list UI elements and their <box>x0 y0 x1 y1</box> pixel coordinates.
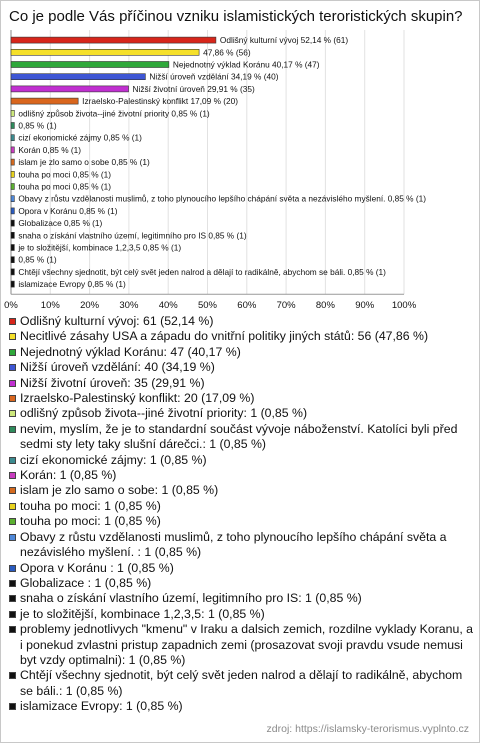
legend-item <box>9 622 475 668</box>
legend-swatch <box>9 518 16 525</box>
legend-label: Necitlivé zásahy USA a západu do vnitřní politiky jiných států: 56 (47,86 %) <box>20 329 429 344</box>
bar <box>11 123 14 129</box>
x-tick-label: 30% <box>119 300 139 311</box>
legend-swatch <box>9 364 16 371</box>
legend-label: snaha o získání vlastního území, legitimního pro IS: 1 (0,85 %) <box>20 591 362 606</box>
bar-label: Nejednotný výklad Koránu 40,17 % (47) <box>172 59 320 70</box>
legend-item <box>9 699 475 714</box>
bar-label: je to složitější, kombinace 1,2,3,5 0,85 % (1) <box>18 242 182 253</box>
legend-item <box>9 561 475 576</box>
bar <box>11 159 14 165</box>
legend-item <box>9 422 475 453</box>
legend-swatch <box>9 410 16 417</box>
legend-label: islam je zlo samo o sobe: 1 (0,85 %) <box>20 483 219 498</box>
legend-label: Nižší úroveň vzdělání: 40 (34,19 %) <box>20 360 215 375</box>
legend-label: Obavy z růstu vzdělanosti muslimů, z toho plynoucího lepšího chápání světa a nezávislého myšlení. : 1 (0,85 %) <box>20 529 447 560</box>
legend-item <box>9 314 475 329</box>
bar <box>11 269 14 275</box>
legend-swatch <box>9 349 16 356</box>
legend-swatch <box>9 565 16 572</box>
legend-label: touha po moci: 1 (0,85 %) <box>20 514 161 529</box>
bar-label: Korán 0,85 % (1) <box>18 144 82 155</box>
x-tick-label: 70% <box>276 300 296 311</box>
bar-label: touha po moci 0,85 % (1) <box>18 169 112 180</box>
bar-label: Opora v Koránu 0,85 % (1) <box>18 205 118 216</box>
legend-swatch <box>9 318 16 325</box>
bar-label: islamizace Evropy 0,85 % (1) <box>18 279 126 290</box>
legend-item <box>9 360 475 375</box>
bar <box>11 37 216 43</box>
legend-label: Opora v Koránu : 1 (0,85 %) <box>20 560 174 575</box>
legend-label: Nejednotný výklad Koránu: 47 (40,17 %) <box>20 344 241 359</box>
legend-item <box>9 329 475 344</box>
bar-label: 47,86 % (56) <box>203 47 251 58</box>
bar <box>11 208 14 214</box>
legend <box>9 314 475 715</box>
legend-swatch <box>9 395 16 402</box>
bar <box>11 147 14 153</box>
x-tick-label: 20% <box>80 300 100 311</box>
legend-label: Nižší životní úroveň: 35 (29,91 %) <box>20 375 205 390</box>
legend-swatch <box>9 534 16 541</box>
bar <box>11 171 14 177</box>
source-note: zdroj: https://islamsky-terorismus.vyplnto.cz <box>266 723 469 735</box>
legend-swatch <box>9 580 16 587</box>
legend-label: odlišný způsob života--jiné životní priority: 1 (0,85 %) <box>20 406 308 421</box>
bar <box>11 49 199 55</box>
legend-item <box>9 499 475 514</box>
legend-item <box>9 345 475 360</box>
bar-chart <box>1 1 479 311</box>
bar <box>11 74 145 80</box>
bar-label: Obavy z růstu vzdělanosti muslimů, z toho plynoucího lepšího chápání světa a nezávislého myšlení. 0,85 % (1) <box>18 193 427 204</box>
bar <box>11 281 14 287</box>
legend-swatch <box>9 333 16 340</box>
bar-label: odlišný způsob života--jiné životní priority 0,85 % (1) <box>18 108 210 119</box>
bar <box>11 135 14 141</box>
bar <box>11 62 169 68</box>
bar-label: touha po moci 0,85 % (1) <box>18 181 112 192</box>
legend-item <box>9 391 475 406</box>
bar <box>11 257 14 263</box>
bar <box>11 245 14 251</box>
legend-swatch <box>9 626 16 633</box>
legend-swatch <box>9 380 16 387</box>
legend-swatch <box>9 457 16 464</box>
x-tick-label: 60% <box>237 300 257 311</box>
legend-item <box>9 530 475 561</box>
legend-label: Korán: 1 (0,85 %) <box>20 468 117 483</box>
legend-item <box>9 376 475 391</box>
x-tick-label: 50% <box>197 300 218 311</box>
legend-label: je to složitější, kombinace 1,2,3,5: 1 (0,85 %) <box>20 606 265 621</box>
chart-title: Co je podle Vás příčinou vzniku islamistických teroristických skupin? <box>9 8 463 25</box>
bar-label: islam je zlo samo o sobe 0,85 % (1) <box>18 157 150 168</box>
legend-swatch <box>9 703 16 710</box>
legend-label: touha po moci: 1 (0,85 %) <box>20 498 161 513</box>
bar <box>11 220 14 226</box>
legend-swatch <box>9 595 16 602</box>
legend-item <box>9 591 475 606</box>
bar-label: Odlišný kulturní vývoj 52,14 % (61) <box>219 35 349 46</box>
legend-item <box>9 668 475 699</box>
x-tick-label: 10% <box>40 300 60 311</box>
x-tick-label: 0% <box>4 300 18 311</box>
legend-item <box>9 406 475 421</box>
bar-label: cizí ekonomické zájmy 0,85 % (1) <box>18 132 142 143</box>
legend-label: Globalizace : 1 (0,85 %) <box>20 575 152 590</box>
legend-label: nevim, myslím, že je to standardní součást vývoje náboženství. Katolíci byli před sedmi sty lety taky slušní dárečci.: 1 (0,85 %) <box>20 421 458 452</box>
legend-swatch <box>9 472 16 479</box>
bar-label: Izraelsko-Palestinský konflikt 17,09 % (20) <box>82 96 239 107</box>
legend-item <box>9 514 475 529</box>
x-tick-label: 100% <box>391 300 417 311</box>
legend-label: Izraelsko-Palestinský konflikt: 20 (17,09 %) <box>20 391 255 406</box>
bar <box>11 110 14 116</box>
x-tick-label: 80% <box>315 300 335 311</box>
legend-swatch <box>9 487 16 494</box>
legend-item <box>9 453 475 468</box>
bar-label: Globalizace 0,85 % (1) <box>18 218 103 229</box>
x-tick-label: 90% <box>355 300 375 311</box>
legend-item <box>9 576 475 591</box>
legend-label: problemy jednotlivych "kmenu" v Iraku a dalsich zemich, rozdilne vyklady Koranu, a i ponekud zvlastni pristup zapadnich zemi (prosazovat svoji pravdu vsude nemusi byt vzdy optimalni): 1 (0,85 %) <box>20 622 473 667</box>
bar-label: Nižší životní úroveň 29,91 % (35) <box>132 83 255 94</box>
bar <box>11 86 129 92</box>
bar <box>11 98 78 104</box>
legend-label: Chtějí všechny sjednotit, být celý svět jeden nalrod a dělají to radikálně, abychom se báli.: 1 (0,85 %) <box>20 668 463 698</box>
x-tick-label: 40% <box>158 300 178 311</box>
legend-label: cizí ekonomické zájmy: 1 (0,85 %) <box>20 452 207 467</box>
bar <box>11 196 14 202</box>
legend-swatch <box>9 672 16 679</box>
bar <box>11 184 14 190</box>
legend-label: Odlišný kulturní vývoj: 61 (52,14 %) <box>20 314 214 328</box>
legend-swatch <box>9 426 16 433</box>
bar-label: Nižší úroveň vzdělání 34,19 % (40) <box>149 71 279 82</box>
bar-label: 0,85 % (1) <box>18 120 57 131</box>
legend-label: islamizace Evropy: 1 (0,85 %) <box>20 699 183 714</box>
legend-item <box>9 607 475 622</box>
bar <box>11 232 14 238</box>
legend-swatch <box>9 503 16 510</box>
legend-item <box>9 483 475 498</box>
legend-swatch <box>9 611 16 618</box>
bar-label: 0,85 % (1) <box>18 254 57 265</box>
legend-item <box>9 468 475 483</box>
bar-label: Chtějí všechny sjednotit, být celý svět jeden nalrod a dělají to radikálně, abychom se báli. 0,85 % (1) <box>18 266 386 277</box>
bar-label: snaha o získání vlastního území, legitimního pro IS 0,85 % (1) <box>18 230 247 241</box>
